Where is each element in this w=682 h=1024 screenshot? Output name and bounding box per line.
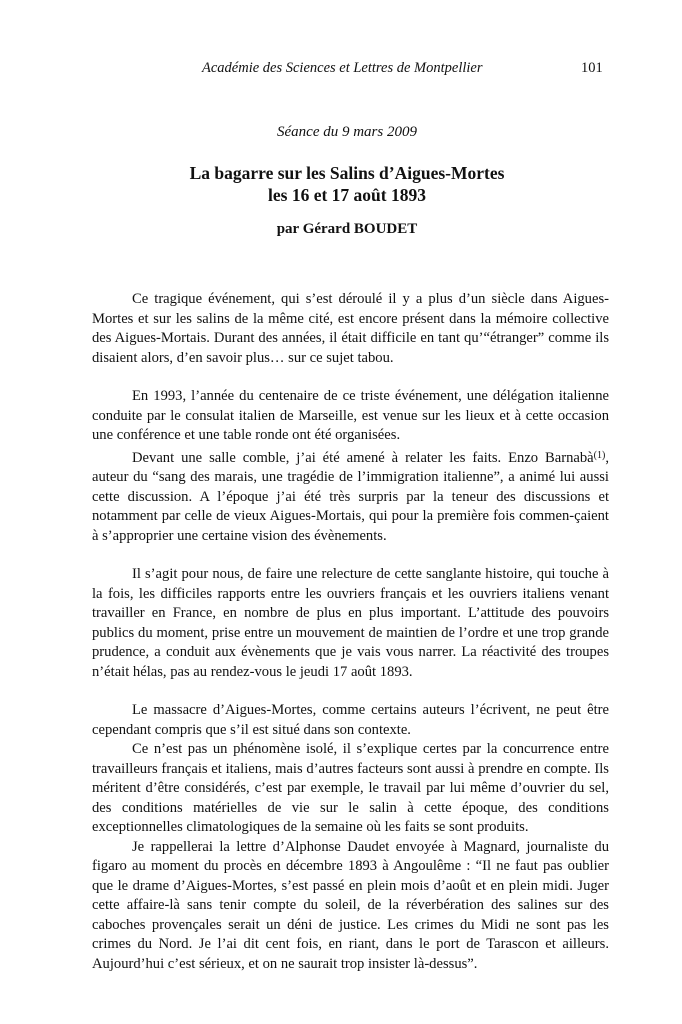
article-title-line-2: les 16 et 17 août 1893 bbox=[268, 185, 426, 205]
article-title-line-1: La bagarre sur les Salins d’Aigues-Mortes bbox=[189, 163, 505, 183]
paragraph-3-end: , auteur du “sang des marais, une tragédie de l’immigration italienne”, a animé lui aussi cette discussion. A l’époque j’ai été très surpris par la teneur des discussions et notamment par celle de vieux Aigues-Mortais, qui pour la première fois commen-çaient à s’approprier une certaine vision des évènements. bbox=[92, 449, 609, 544]
paragraph-6: Ce n’est pas un phénomène isolé, il s’explique certes par la concurrence entre travailleurs français et italiens, mais d’autres facteurs sont aussi à prendre en compte. Ils méritent d’être considérés, c’est par exemple, le travail par lui même d’ouvrier du sel, des conditions matérielles de vie sur le salin à cette époque, des conditions exceptionnelles climatologiques de la semaine où les faits se sont produits. bbox=[92, 741, 609, 835]
footnote-reference: (1) bbox=[593, 449, 606, 461]
paragraph-7: Je rappellerai la lettre d’Alphonse Daudet envoyée à Magnard, journaliste du figaro au moment du procès en décembre 1893 à Angoulême : “Il ne faut pas oublier que le drame d’Aigues-Mortes, s’est passé en plein mois d’août et en plein midi. Juger cette affaire-là sans tenir compte du soleil, de la réverbération des salines sur des caboches provençales serait un déni de justice. Les crimes du Midi ne sont pas les crimes du Nord. Je l’ai dit cent fois, en riant, dans le port de Tarascon et ailleurs. Aujourd’hui c’est sérieux, et on ne saurait trop insister là-dessus”. bbox=[92, 838, 609, 972]
paragraph-5: Le massacre d’Aigues-Mortes, comme certains auteurs l’écrivent, ne peut être cependant compris que s’il est situé dans son contexte. bbox=[92, 702, 609, 738]
article-body bbox=[92, 290, 609, 974]
paragraph-4: Il s’agit pour nous, de faire une relecture de cette sanglante histoire, qui touche à la fois, les difficiles rapports entre les ouvriers français et les ouvriers italiens venant travailler en France, en nombre de plus en plus important. L’attitude des pouvoirs publics du moment, prise entre un mouvement de maintien de l’ordre et une trop grande prudence, a conduit aux évènements que je vais vous narrer. La réactivité des troupes n’était hélas, pas au rendez-vous le jeudi 17 août 1893. bbox=[92, 566, 609, 680]
paragraph-2: En 1993, l’année du centenaire de ce triste événement, une délégation italienne conduite par le consulat italien de Marseille, est venue sur les lieux et à cette occasion une conférence et une table ronde ont été organisées. bbox=[92, 388, 609, 443]
article-author: par Gérard BOUDET bbox=[276, 221, 418, 237]
journal-title: Académie des Sciences et Lettres de Montpellier bbox=[202, 60, 483, 76]
page-number: 101 bbox=[581, 60, 603, 76]
paragraph-1: Ce tragique événement, qui s’est déroulé il y a plus d’un siècle dans Aigues-Mortes et sur les salins de la même cité, est encore présent dans la mémoire collective des Aigues-Mortais. Durant des années, il était difficile en tant qu’“étranger” comme ils disaient alors, d’en savoir plus… sur ce sujet tabou. bbox=[92, 291, 609, 366]
paragraph-3-start: Devant une salle comble, j’ai été amené à relater les faits. Enzo Barnabà bbox=[132, 449, 594, 466]
article-title bbox=[0, 162, 682, 206]
session-date: Séance du 9 mars 2009 bbox=[277, 124, 417, 140]
paragraph-3 bbox=[92, 446, 609, 547]
running-head bbox=[0, 60, 682, 80]
